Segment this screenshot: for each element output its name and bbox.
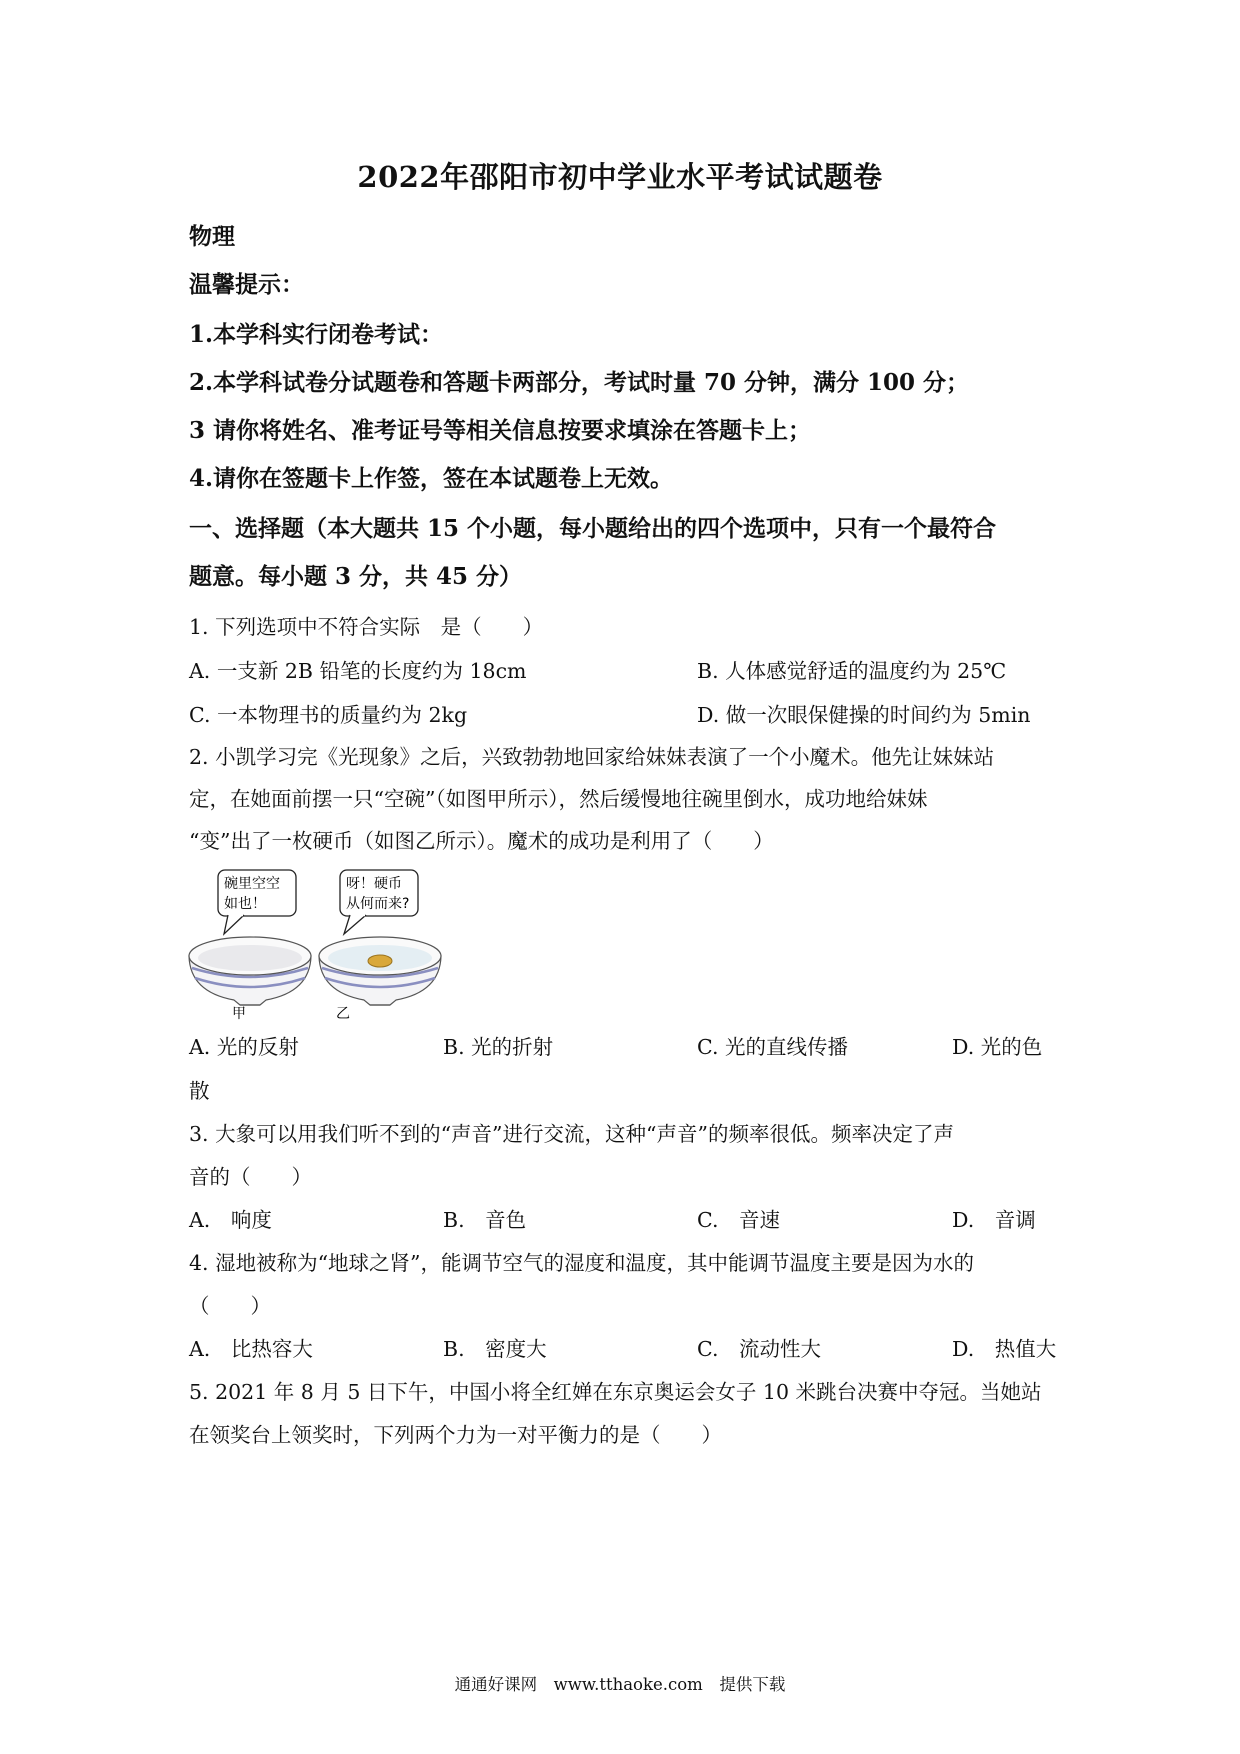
page-title: 2022年邵阳市初中学业水平考试试题卷 bbox=[357, 160, 883, 194]
speech-bubble-jia bbox=[218, 870, 296, 934]
q4-stem-line1: 4. 湿地被称为“地球之肾”，能调节空气的湿度和温度，其中能调节温度主要是因为水的 bbox=[189, 1251, 975, 1275]
q2-option-c: C. 光的直线传播 bbox=[697, 1035, 848, 1059]
bubble1-line1: 碗里空空 bbox=[224, 876, 280, 892]
tip-4: 4.请你在签题卡上作签，签在本试题卷上无效。 bbox=[189, 465, 674, 492]
q1-option-d: D. 做一次眼保健操的时间约为 5min bbox=[697, 703, 1031, 727]
q1-option-b: B. 人体感觉舒适的温度约为 25℃ bbox=[697, 659, 1007, 683]
q2-stem-line3: “变”出了一枚硬币（如图乙所示）。魔术的成功是利用了（ ） bbox=[189, 829, 774, 853]
page-footer: 通通好课网 www.tthaoke.com 提供下载 bbox=[454, 1675, 786, 1694]
bubble2-line1: 呀！硬币 bbox=[346, 876, 402, 892]
bubble1-line2: 如也！ bbox=[224, 896, 266, 912]
q2-option-d: D. 光的色 bbox=[952, 1035, 1043, 1059]
q3-stem-line2: 音的（ ） bbox=[189, 1165, 312, 1189]
q1-stem: 1. 下列选项中不符合实际 是（ ） bbox=[189, 615, 544, 639]
q2-option-a: A. 光的反射 bbox=[189, 1035, 299, 1059]
q2-option-b: B. 光的折射 bbox=[443, 1035, 554, 1059]
q3-option-a: A. 响度 bbox=[189, 1208, 272, 1232]
coin-icon bbox=[368, 955, 392, 967]
tips-heading: 温馨提示： bbox=[189, 271, 304, 298]
section-heading-line1: 一、选择题（本大题共 15 个小题，每小题给出的四个选项中，只有一个最符合 bbox=[189, 515, 997, 542]
empty-bowl bbox=[189, 937, 311, 1005]
q2-option-d-wrap: 散 bbox=[189, 1079, 210, 1103]
tip-3: 3 请你将姓名、准考证号等相关信息按要求填涂在答题卡上； bbox=[189, 417, 812, 444]
q5-stem-line2: 在领奖台上领奖时，下列两个力为一对平衡力的是（ ） bbox=[189, 1423, 722, 1447]
water-bowl bbox=[319, 937, 441, 1005]
figure-label-jia: 甲 bbox=[232, 1006, 246, 1020]
q5-stem-line1: 5. 2021 年 8 月 5 日下午，中国小将全红婵在东京奥运会女子 10 米跳台决赛中夺冠。当她站 bbox=[189, 1380, 1042, 1404]
section-heading-line2: 题意。每小题 3 分，共 45 分） bbox=[189, 563, 523, 590]
speech-bubble-yi bbox=[340, 870, 418, 934]
q3-option-b: B. 音色 bbox=[443, 1208, 527, 1232]
q3-option-d: D. 音调 bbox=[952, 1208, 1036, 1232]
q2-stem-line2: 定，在她面前摆一只“空碗”（如图甲所示），然后缓慢地往碗里倒水，成功地给妹妹 bbox=[189, 787, 928, 811]
q4-stem-line2: （ ） bbox=[189, 1294, 271, 1318]
q3-option-c: C. 音速 bbox=[697, 1208, 780, 1232]
q4-option-b: B. 密度大 bbox=[443, 1337, 547, 1361]
q3-stem-line1: 3. 大象可以用我们听不到的“声音”进行交流，这种“声音”的频率很低。频率决定了声 bbox=[189, 1122, 954, 1146]
q4-option-a: A. 比热容大 bbox=[189, 1337, 313, 1361]
q1-option-a: A. 一支新 2B 铅笔的长度约为 18cm bbox=[189, 659, 527, 683]
q2-stem-line1: 2. 小凯学习完《光现象》之后，兴致勃勃地回家给妹妹表演了一个小魔术。他先让妹妹站 bbox=[189, 745, 995, 769]
q4-option-d: D. 热值大 bbox=[952, 1337, 1057, 1361]
tip-1: 1.本学科实行闭卷考试： bbox=[189, 321, 444, 348]
figure-label-yi: 乙 bbox=[336, 1006, 350, 1020]
subject-label: 物理 bbox=[189, 223, 235, 250]
bowl-figure bbox=[188, 868, 458, 1020]
q4-option-c: C. 流动性大 bbox=[697, 1337, 821, 1361]
q1-option-c: C. 一本物理书的质量约为 2kg bbox=[189, 703, 468, 727]
bubble2-line2: 从何而来? bbox=[346, 896, 410, 912]
tip-2: 2.本学科试卷分试题卷和答题卡两部分，考试时量 70 分钟，满分 100 分； bbox=[189, 369, 970, 396]
